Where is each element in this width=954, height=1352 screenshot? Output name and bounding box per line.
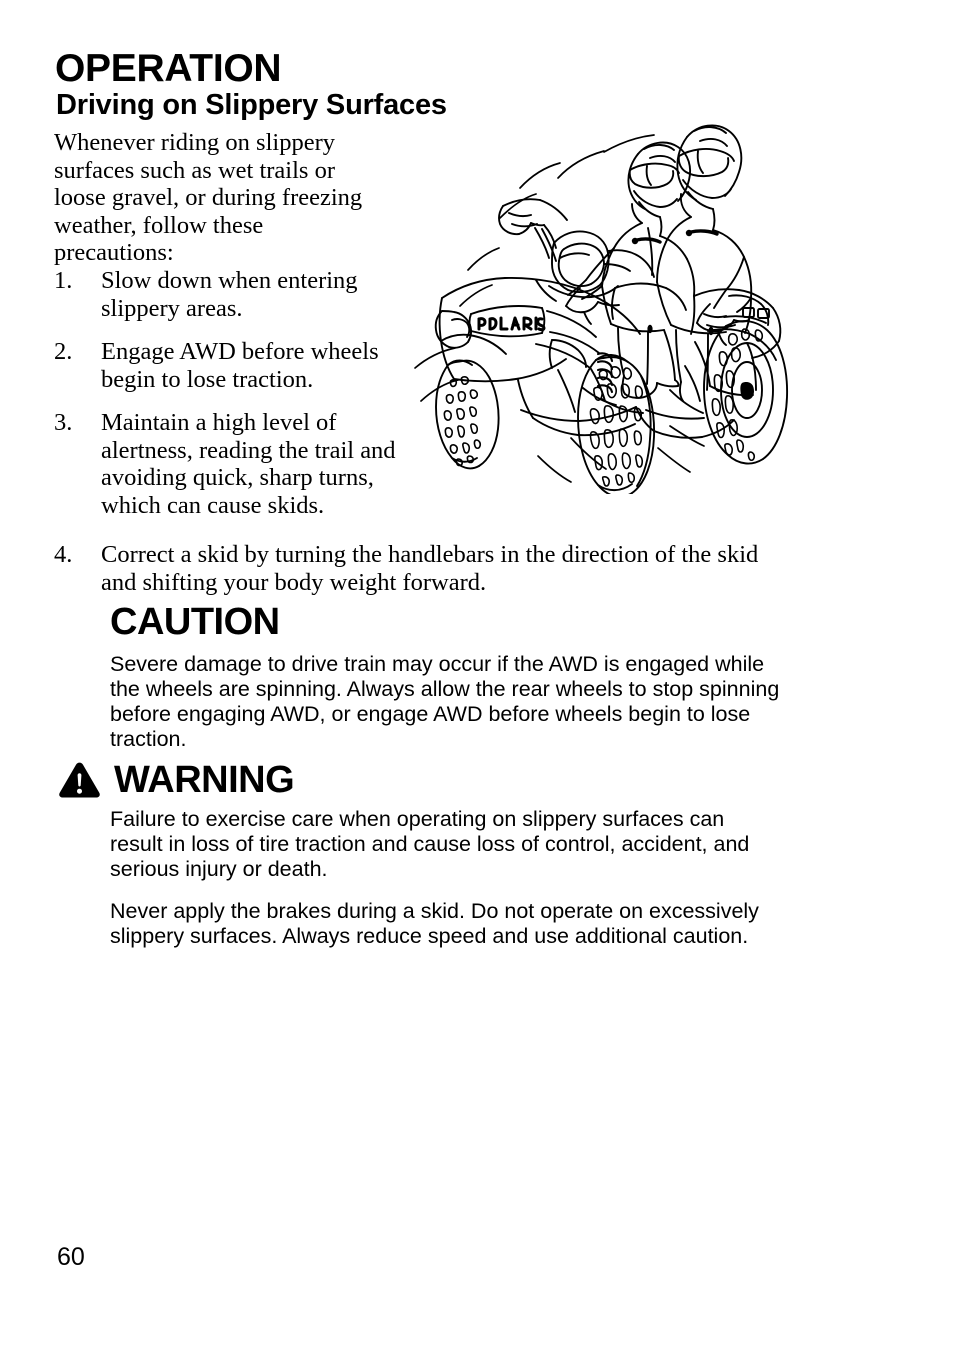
- list-item-number: 4.: [54, 541, 73, 568]
- atv-body: [436, 199, 781, 438]
- warning-triangle-icon: [58, 761, 101, 799]
- polaris-brand-label: [479, 318, 544, 330]
- list-item-text: Correct a skid by turning the handlebars in the direction of the skid and shifting your body weight forward.: [101, 541, 759, 596]
- list-item: [54, 267, 404, 322]
- list-item: [54, 541, 784, 596]
- list-item-text: Maintain a high level of alertness, reading the trail and avoiding quick, sharp turns, which can cause skids.: [101, 409, 396, 519]
- caution-body: Severe damage to drive train may occur if the AWD is engaged while the wheels are spinning. Always allow the rear wheels to stop spinning before engaging AWD, or engage AWD before wheels begin to lose traction.: [110, 652, 780, 751]
- page-title: OPERATION: [55, 47, 282, 90]
- front-left-wheel: [436, 361, 499, 469]
- warning-header: [58, 758, 294, 802]
- list-item-text: Slow down when entering slippery areas.: [101, 267, 358, 322]
- page-subtitle: Driving on Slippery Surfaces: [56, 89, 447, 121]
- list-item: [54, 338, 404, 393]
- page-number: 60: [57, 1243, 85, 1271]
- intro-paragraph: Whenever riding on slippery surfaces such as wet trails or loose gravel, or during freezing weather, follow these precautions:: [54, 129, 363, 266]
- caution-heading: CAUTION: [110, 601, 280, 643]
- tire-tread: [444, 377, 480, 466]
- warning-paragraph: Failure to exercise care when operating on slippery surfaces can result in loss of tire traction and cause loss of control, accident, and serious injury or death.: [110, 807, 750, 881]
- list-item-number: 1.: [54, 267, 73, 294]
- rear-wheel: [704, 321, 787, 463]
- list-item-text: Engage AWD before wheels begin to lose traction.: [101, 338, 379, 393]
- steps-list-narrow: [54, 267, 404, 519]
- steps-list-wide: [54, 541, 784, 596]
- warning-paragraph: Never apply the brakes during a skid. Do not operate on excessively slippery surfaces. Always reduce speed and use additional caution.: [110, 899, 759, 948]
- warning-heading: WARNING: [114, 759, 295, 801]
- atv-illustration: [408, 118, 804, 494]
- list-item-number: 3.: [54, 409, 73, 436]
- warning-body: [110, 807, 782, 949]
- motion-lines-rear: [658, 426, 704, 472]
- list-item: [54, 409, 404, 519]
- front-right-wheel: [578, 355, 654, 494]
- list-item-number: 2.: [54, 338, 73, 365]
